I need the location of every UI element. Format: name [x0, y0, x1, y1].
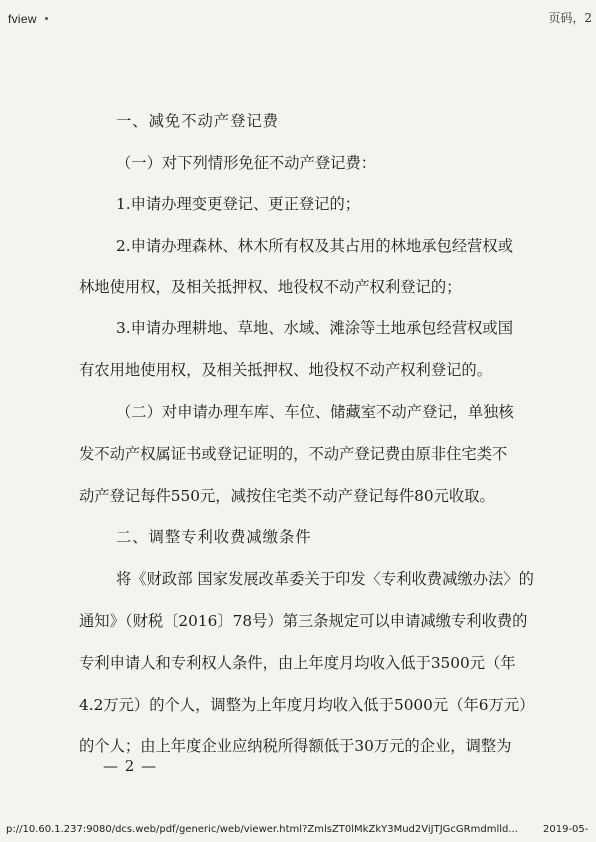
subsection2-line2: 发不动产权属证书或登记证明的，不动产登记费由原非住宅类不	[79, 445, 508, 463]
section1-title: 一、减免不动产登记费	[116, 112, 279, 130]
paragraph-line4: 4.2万元）的个人，调整为上年度月均收入低于5000元（年6万元）	[79, 696, 535, 714]
paragraph-line5: 的个人；由上年度企业应纳税所得额低于30万元的企业，调整为	[79, 737, 512, 755]
list-item-3-line1: 3.申请办理耕地、草地、水域、滩涂等土地承包经营权或国	[116, 319, 514, 337]
page-indicator: 页码，2	[548, 11, 592, 25]
subsection1-title: （一）对下列情形免征不动产登记费：	[116, 154, 377, 172]
list-item-3-line2: 有农用地使用权，及相关抵押权、地役权不动产权利登记的。	[79, 361, 493, 379]
paragraph-line2: 通知》（财税〔2016〕78号）第三条规定可以申请减缴专利收费的	[79, 612, 528, 630]
footer-date: 2019-05-	[543, 824, 589, 835]
section2-title: 二、调整专利收费减缴条件	[116, 528, 312, 546]
list-item-2-line1: 2.申请办理森林、林木所有权及其占用的林地承包经营权或	[116, 237, 514, 255]
paragraph-line1: 将《财政部 国家发展改革委关于印发〈专利收费减缴办法〉的	[116, 570, 534, 588]
page-number: — 2 —	[103, 757, 158, 775]
list-item-2-line2: 林地使用权，及相关抵押权、地役权不动产权利登记的；	[79, 278, 462, 296]
viewer-title: fview	[8, 12, 37, 26]
subsection2-line1: （二）对申请办理车库、车位、储藏室不动产登记，单独核	[116, 403, 514, 421]
paragraph-line3: 专利申请人和专利权人条件，由上年度月均收入低于3500元（年	[79, 654, 516, 672]
footer-url: p://10.60.1.237:9080/dcs.web/pdf/generic/web/viewer.html?ZmlsZT0lMkZkY3Mud2ViJTJGcGRmdmlld...	[6, 824, 518, 835]
subsection2-line3: 动产登记每件550元，减按住宅类不动产登记每件80元收取。	[79, 487, 495, 505]
list-item-1: 1.申请办理变更登记、更正登记的；	[116, 195, 361, 213]
